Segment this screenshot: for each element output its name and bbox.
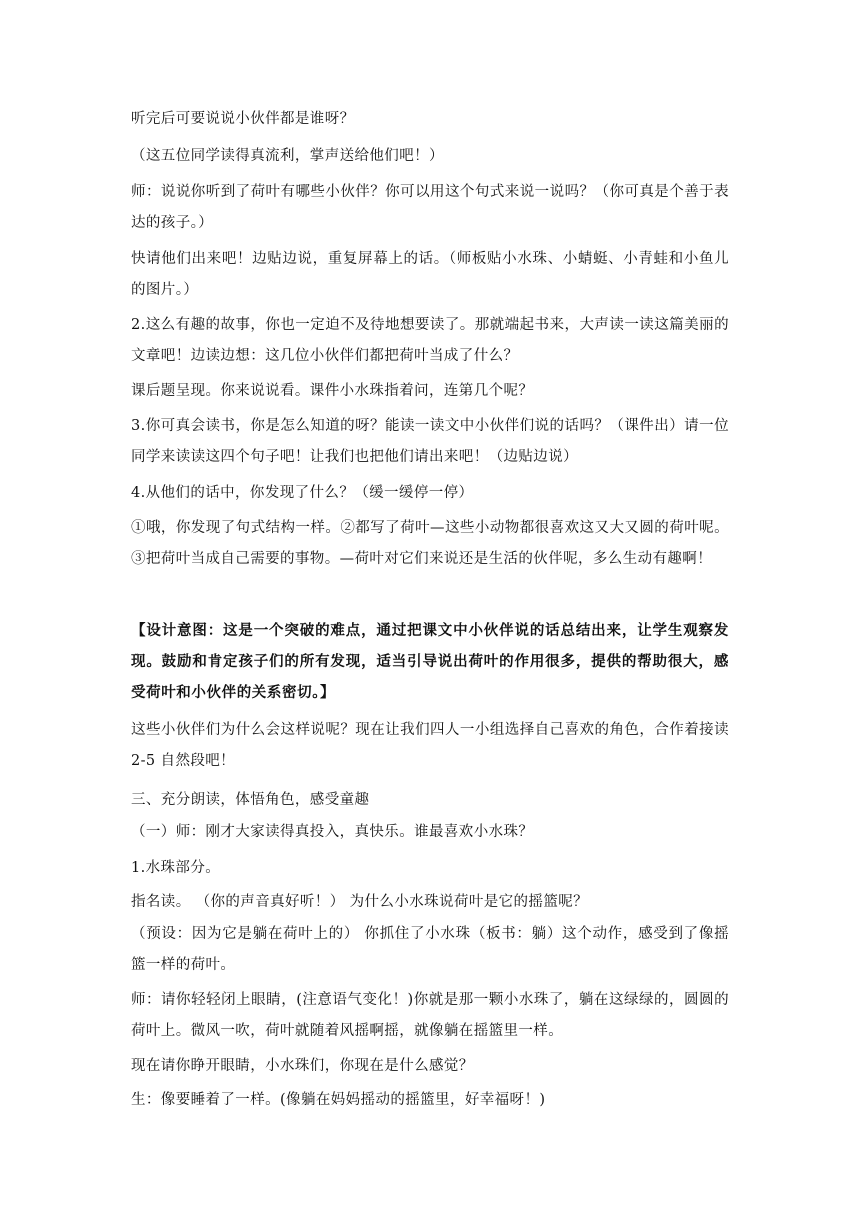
paragraph-5: 2.这么有趣的故事，你也一定迫不及待地想要读了。那就端起书来，大声读一读这篇美丽的文章吧！边读边想：这几位小伙伴们都把荷叶当成了什么？: [131, 317, 729, 364]
paragraph-6: 课后题呈现。你来说说看。课件小水珠指着问，连第几个呢？: [131, 383, 534, 399]
paragraph-14: 1.水珠部分。: [131, 860, 221, 876]
paragraph-4: 快请他们出来吧！边贴边说，重复屏幕上的话。（师板贴小水珠、小蜻蜓、小青蛙和小鱼儿的图片。）: [131, 251, 729, 298]
paragraph-16: （预设：因为它是躺在荷叶上的） 你抓住了小水珠（板书：躺）这个动作，感受到了像摇篮一样的荷叶。: [131, 926, 729, 973]
section-heading-3: 三、充分朗读，体悟角色，感受童趣: [131, 792, 370, 808]
paragraph-18: 现在请你睁开眼睛，小水珠们，你现在是什么感觉？: [131, 1058, 474, 1074]
paragraph-13: （一）师：刚才大家读得真投入，真快乐。谁最喜欢小水珠？: [131, 824, 534, 840]
paragraph-7: 3.你可真会读书，你是怎么知道的呀？能读一读文中小伙伴们说的话吗？（课件出）请一位同学来读读这四个句子吧！让我们也把他们请出来吧！（边贴边说）: [131, 418, 729, 465]
paragraph-17: 师：请你轻轻闭上眼睛，(注意语气变化！)你就是那一颗小水珠了，躺在这绿绿的，圆圆的荷叶上。微风一吹，荷叶就随着风摇啊摇，就像躺在摇篮里一样。: [131, 992, 729, 1039]
design-intent-note: 【设计意图：这是一个突破的难点，通过把课文中小伙伴说的话总结出来，让学生观察发现。鼓励和肯定孩子们的所有发现，适当引导说出荷叶的作用很多，提供的帮助很大，感受荷叶和小伙伴的关系密切。】: [131, 623, 729, 701]
paragraph-11: 这些小伙伴们为什么会这样说呢？现在让我们四人一小组选择自己喜欢的角色，合作着接读 2-5 自然段吧！: [131, 722, 729, 769]
paragraph-8: 4.从他们的话中，你发现了什么？（缓一缓停一停）: [131, 485, 474, 501]
paragraph-15: 指名读。 （你的声音真好听！） 为什么小水珠说荷叶是它的摇篮呢？: [131, 894, 589, 910]
paragraph-3: 师：说说你听到了荷叶有哪些小伙伴？你可以用这个句式来说一说吗？（你可真是个善于表达的孩子。）: [131, 184, 729, 231]
paragraph-19: 生：像要睡着了一样。(像躺在妈妈摇动的摇篮里，好幸福呀！): [131, 1092, 546, 1108]
paragraph-2: （这五位同学读得真流利，掌声送给他们吧！）: [131, 148, 444, 164]
paragraph-1: 听完后可要说说小伙伴都是谁呀？: [131, 111, 355, 127]
paragraph-9: ①哦，你发现了句式结构一样。②都写了荷叶—这些小动物都很喜欢这又大又圆的荷叶呢。③把荷叶当成自己需要的事物。—荷叶对它们来说还是生活的伙伴呢，多么生动有趣啊！: [131, 520, 729, 567]
